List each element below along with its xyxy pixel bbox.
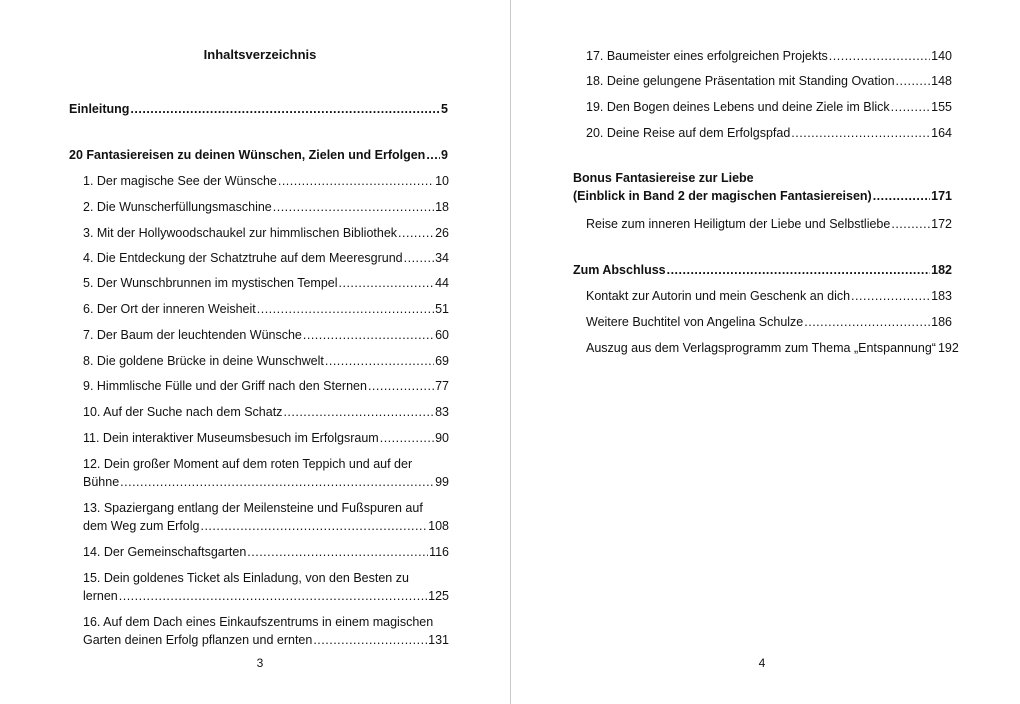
toc-entry-page: 83 <box>435 405 449 419</box>
toc-entry-label-continued: (Einblick in Band 2 der magischen Fantasiereisen) <box>573 189 872 203</box>
toc-entry-9 <box>83 377 449 395</box>
toc-entry-label: Weitere Buchtitel von Angelina Schulze <box>586 315 804 329</box>
toc-entry-label: 11. Dein interaktiver Museumsbesuch im Erfolgsraum <box>83 431 379 445</box>
page-number: 4 <box>758 656 766 670</box>
toc-entry-label: 19. Den Bogen deines Lebens und deine Ziele im Blick <box>586 100 890 114</box>
dot-leader <box>804 313 930 331</box>
toc-entry-8 <box>83 352 449 370</box>
toc-entry-16 <box>83 613 449 649</box>
page-number: 3 <box>256 656 264 670</box>
toc-entry-einleitung <box>69 100 448 118</box>
toc-entry-20 <box>586 124 952 142</box>
toc-entry-page: 90 <box>435 431 449 445</box>
dot-leader <box>130 100 440 118</box>
toc-entry-page: 69 <box>435 354 449 368</box>
toc-entry-page: 51 <box>435 302 449 316</box>
dot-leader <box>257 300 434 318</box>
toc-entry-label: 3. Mit der Hollywoodschaukel zur himmlischen Bibliothek <box>83 226 398 240</box>
toc-entry-label: 12. Dein großer Moment auf dem roten Teppich und auf der <box>83 457 413 471</box>
right-page <box>512 0 1020 704</box>
dot-leader <box>891 215 930 233</box>
page-gutter <box>510 0 511 704</box>
dot-leader <box>873 187 930 205</box>
toc-entry-1 <box>83 172 449 190</box>
toc-entry-label: 7. Der Baum der leuchtenden Wünsche <box>83 328 302 342</box>
toc-entry-label: 17. Baumeister eines erfolgreichen Projekts <box>586 49 828 63</box>
toc-entry-page: 183 <box>931 289 952 303</box>
toc-entry-5 <box>83 274 449 292</box>
toc-entry-14 <box>83 543 449 561</box>
toc-entry-auszug <box>586 339 959 357</box>
toc-entry-page: 186 <box>931 315 952 329</box>
dot-leader <box>119 587 427 605</box>
toc-entry-page: 182 <box>931 263 952 277</box>
toc-entry-label: Kontakt zur Autorin und mein Geschenk an dich <box>586 289 851 303</box>
toc-entry-label: Bonus Fantasiereise zur Liebe <box>573 171 754 185</box>
toc-entry-12 <box>83 455 449 491</box>
toc-entry-4 <box>83 249 449 267</box>
toc-entry-page: 172 <box>931 217 952 231</box>
dot-leader <box>426 146 440 164</box>
toc-entry-label: 9. Himmlische Fülle und der Griff nach den Sternen <box>83 379 367 393</box>
dot-leader <box>829 47 930 65</box>
toc-entry-buchtitel <box>586 313 952 331</box>
toc-entry-kontakt <box>586 287 952 305</box>
toc-entry-18 <box>586 72 952 90</box>
toc-entry-label: 2. Die Wunscherfüllungsmaschine <box>83 200 272 214</box>
toc-entry-label: 16. Auf dem Dach eines Einkaufszentrums in einem magischen <box>83 615 434 629</box>
toc-entry-liebe <box>586 215 952 233</box>
toc-entry-page: 34 <box>435 251 449 265</box>
toc-entry-page: 171 <box>931 189 952 203</box>
dot-leader <box>325 352 434 370</box>
toc-entry-label: 15. Dein goldenes Ticket als Einladung, von den Besten zu <box>83 571 409 585</box>
toc-entry-fantasiereisen <box>69 146 448 164</box>
dot-leader <box>278 172 434 190</box>
toc-entry-10 <box>83 403 449 421</box>
toc-entry-label: 18. Deine gelungene Präsentation mit Standing Ovation <box>586 74 895 88</box>
toc-entry-page: 26 <box>435 226 449 240</box>
dot-leader <box>339 274 435 292</box>
toc-entry-label: 20 Fantasiereisen zu deinen Wünschen, Zielen und Erfolgen <box>69 148 426 162</box>
dot-leader <box>667 261 931 279</box>
toc-entry-page: 125 <box>428 589 449 603</box>
toc-entry-page: 99 <box>435 475 449 489</box>
toc-entry-page: 5 <box>441 102 448 116</box>
toc-entry-bonus <box>573 169 952 205</box>
toc-entry-page: 60 <box>435 328 449 342</box>
toc-title: Inhaltsverzeichnis <box>203 47 317 62</box>
toc-entry-abschluss <box>573 261 952 279</box>
toc-entry-label-continued: Garten deinen Erfolg pflanzen und ernten <box>83 633 313 647</box>
toc-entry-7 <box>83 326 449 344</box>
toc-entry-page: 77 <box>435 379 449 393</box>
dot-leader <box>896 72 931 90</box>
dot-leader <box>404 249 434 267</box>
toc-entry-11 <box>83 429 449 447</box>
toc-entry-page: 108 <box>428 519 449 533</box>
dot-leader <box>247 543 428 561</box>
toc-entry-15 <box>83 569 449 605</box>
toc-entry-6 <box>83 300 449 318</box>
toc-entry-page: 148 <box>931 74 952 88</box>
toc-entry-page: 10 <box>435 174 449 188</box>
toc-entry-label: 10. Auf der Suche nach dem Schatz <box>83 405 283 419</box>
toc-entry-label-continued: lernen <box>83 589 118 603</box>
toc-entry-label: 6. Der Ort der inneren Weisheit <box>83 302 256 316</box>
dot-leader <box>851 287 930 305</box>
dot-leader <box>120 473 434 491</box>
toc-entry-page: 140 <box>931 49 952 63</box>
toc-entry-label: 13. Spaziergang entlang der Meilensteine und Fußspuren auf <box>83 501 423 515</box>
toc-entry-label: 1. Der magische See der Wünsche <box>83 174 277 188</box>
toc-entry-17 <box>586 47 952 65</box>
toc-entry-label: 4. Die Entdeckung der Schatztruhe auf dem Meeresgrund <box>83 251 403 265</box>
dot-leader <box>273 198 434 216</box>
dot-leader <box>313 631 427 649</box>
toc-entry-page: 192 <box>937 341 959 355</box>
toc-entry-label-continued: dem Weg zum Erfolg <box>83 519 200 533</box>
toc-entry-13 <box>83 499 449 535</box>
toc-entry-page: 44 <box>435 276 449 290</box>
dot-leader <box>368 377 434 395</box>
toc-entry-page: 9 <box>441 148 448 162</box>
toc-entry-page: 155 <box>931 100 952 114</box>
toc-entry-label: 14. Der Gemeinschaftsgarten <box>83 545 247 559</box>
toc-entry-label-continued: Bühne <box>83 475 120 489</box>
dot-leader <box>200 517 427 535</box>
dot-leader <box>791 124 930 142</box>
dot-leader <box>283 403 434 421</box>
toc-entry-label: 5. Der Wunschbrunnen im mystischen Tempel <box>83 276 338 290</box>
toc-entry-label: Zum Abschluss <box>573 263 666 277</box>
dot-leader <box>303 326 434 344</box>
dot-leader <box>398 224 434 242</box>
toc-entry-2 <box>83 198 449 216</box>
toc-entry-label: Reise zum inneren Heiligtum der Liebe und Selbstliebe <box>586 217 891 231</box>
toc-entry-page: 164 <box>931 126 952 140</box>
dot-leader <box>891 98 930 116</box>
toc-entry-label: 8. Die goldene Brücke in deine Wunschwelt <box>83 354 324 368</box>
toc-entry-label: Auszug aus dem Verlagsprogramm zum Thema „Entspannung“ <box>586 341 936 355</box>
toc-entry-3 <box>83 224 449 242</box>
toc-entry-page: 18 <box>435 200 449 214</box>
toc-entry-page: 131 <box>428 633 449 647</box>
toc-entry-19 <box>586 98 952 116</box>
toc-entry-page: 116 <box>429 545 449 559</box>
toc-entry-label: Einleitung <box>69 102 130 116</box>
toc-entry-label: 20. Deine Reise auf dem Erfolgspfad <box>586 126 791 140</box>
dot-leader <box>380 429 434 447</box>
